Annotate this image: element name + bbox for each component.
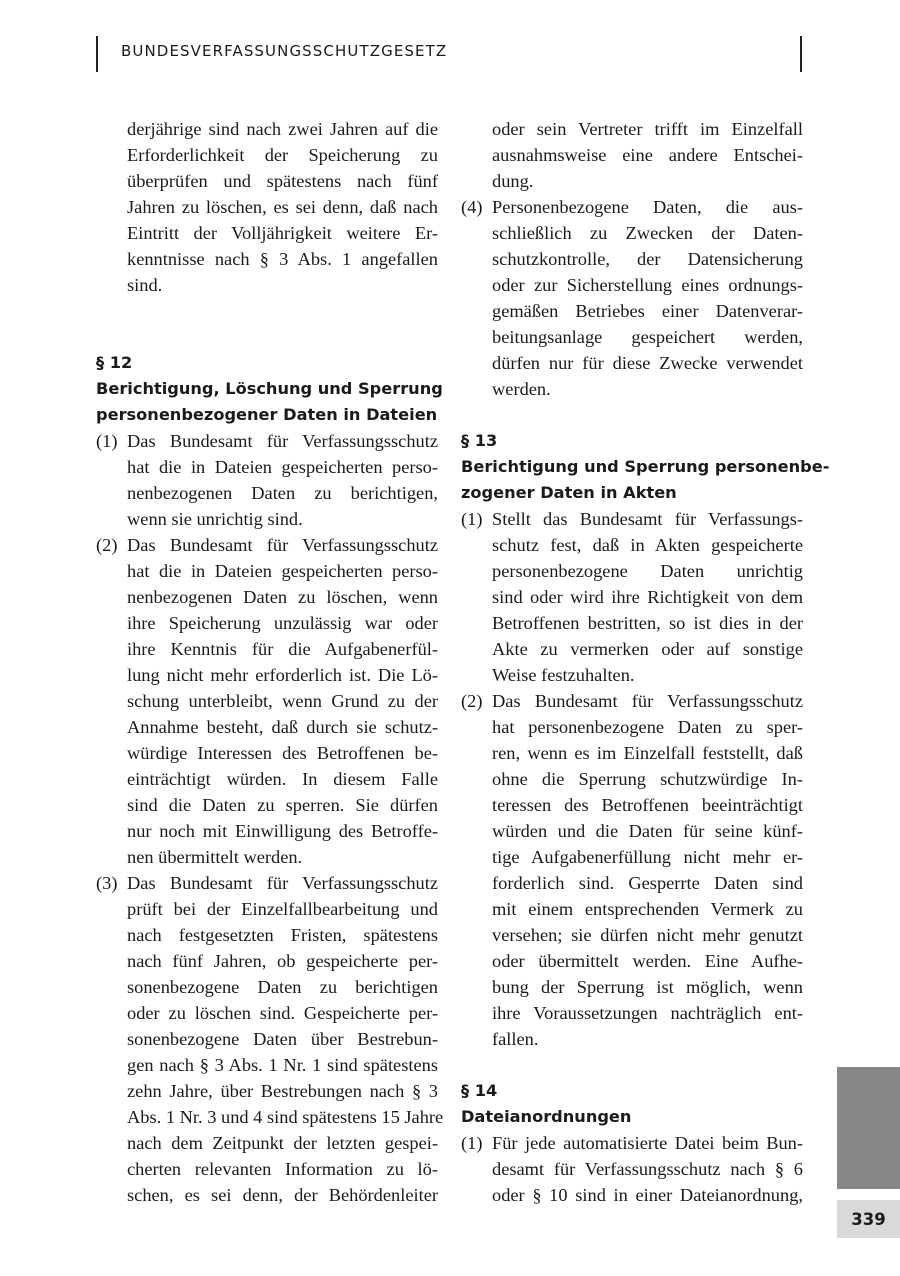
text-line: Akte zu vermerken oder auf sonstige <box>492 639 803 659</box>
section-number: § 13 <box>461 431 498 450</box>
text-line: würden und die Daten für seine künf- <box>492 821 803 841</box>
paragraph-item <box>461 506 803 688</box>
text-line: Abs. 1 Nr. 3 und 4 sind spätestens 15 Jahre <box>127 1107 444 1127</box>
text-line: Eintritt der Volljährigkeit weitere Er- <box>127 223 438 243</box>
item-number: (4) <box>461 197 483 217</box>
text-line: sind. <box>127 275 163 295</box>
text-line: gen nach § 3 Abs. 1 Nr. 1 sind spätestens <box>127 1055 438 1075</box>
text-line: derjährige sind nach zwei Jahren auf die <box>127 119 438 139</box>
text-line: hat personenbezogene Daten zu sper- <box>492 717 803 737</box>
text-line: lung nicht mehr erforderlich ist. Die Lö- <box>127 665 438 685</box>
text-line: versehen; sie dürfen nicht mehr genutzt <box>492 925 803 945</box>
text-line: einträchtigt würden. In diesem Falle <box>127 769 438 789</box>
text-line: mit einem entsprechenden Vermerk zu <box>492 899 803 919</box>
paragraph-item <box>96 428 438 532</box>
paragraph-item <box>461 688 803 1052</box>
text-line: Erforderlichkeit der Speicherung zu <box>127 145 438 165</box>
text-line: teressen des Betroffenen beeinträchtigt <box>492 795 803 815</box>
text-line: ihre Speicherung unzulässig war oder <box>127 613 438 633</box>
paragraph-item <box>461 194 803 402</box>
item-number: (1) <box>96 431 118 451</box>
text-line: ihre Voraussetzungen nachträglich ent- <box>492 1003 803 1023</box>
text-line: nen übermittelt werden. <box>127 847 303 867</box>
text-line: Das Bundesamt für Verfassungsschutz <box>127 431 438 451</box>
text-line: ohne die Sperrung schutzwürdige In- <box>492 769 803 789</box>
chapter-thumb-tab <box>837 1067 900 1189</box>
text-line: nach fünf Jahren, ob gespeicherte per- <box>127 951 438 971</box>
text-line: nur noch mit Einwilligung des Betroffe- <box>127 821 438 841</box>
text-line: sonenbezogene Daten über Bestrebun- <box>127 1029 438 1049</box>
text-line: Das Bundesamt für Verfassungsschutz <box>492 691 803 711</box>
right-column <box>461 116 830 1208</box>
text-line: kenntnisse nach § 3 Abs. 1 angefallen <box>127 249 438 269</box>
text-line: desamt für Verfassungsschutz nach § 6 <box>492 1159 803 1179</box>
header-rule-left <box>96 36 98 72</box>
text-line: sind oder wird ihre Richtigkeit von dem <box>492 587 803 607</box>
text-line: überprüfen und spätestens nach fünf <box>127 171 438 191</box>
text-line: nach dem Zeitpunkt der letzten gespei- <box>127 1133 438 1153</box>
section-title: Berichtigung, Löschung und Sperrung <box>96 379 443 398</box>
item-number: (2) <box>96 535 118 555</box>
text-line: Personenbezogene Daten, die aus- <box>492 197 803 217</box>
section-title: personenbezogener Daten in Dateien <box>96 405 438 424</box>
text-line: dung. <box>492 171 534 191</box>
left-column <box>96 116 444 1208</box>
left-continuation <box>96 116 438 298</box>
text-line: prüft bei der Einzelfallbearbeitung und <box>127 899 438 919</box>
paragraph-item <box>461 1130 803 1208</box>
text-line: hat die in Dateien gespeicherten perso- <box>127 561 438 581</box>
section-14 <box>461 1078 803 1208</box>
text-line: Das Bundesamt für Verfassungsschutz <box>127 873 438 893</box>
text-line: forderlich sind. Gesperrte Daten sind <box>492 873 803 893</box>
section-title: Berichtigung und Sperrung personenbe- <box>461 457 830 476</box>
section-number: § 12 <box>96 353 133 372</box>
text-line: sind die Daten zu sperren. Sie dürfen <box>127 795 438 815</box>
text-line: Annahme besteht, daß durch sie schutz- <box>127 717 438 737</box>
text-line: beitungsanlage gespeichert werden, <box>492 327 803 347</box>
text-line: Für jede automatisierte Datei beim Bun- <box>492 1133 803 1153</box>
text-line: nach festgesetzten Fristen, spätestens <box>127 925 438 945</box>
text-line: hat die in Dateien gespeicherten perso- <box>127 457 438 477</box>
text-line: werden. <box>492 379 551 399</box>
page-number: 339 <box>837 1200 900 1238</box>
text-line: schen, es sei denn, der Behördenleiter <box>127 1185 438 1205</box>
text-line: zehn Jahre, über Bestrebungen nach § 3 <box>127 1081 438 1101</box>
text-line: schließlich zu Zwecken der Daten- <box>492 223 803 243</box>
text-line: oder übermittelt werden. Eine Aufhe- <box>492 951 803 971</box>
item-number: (1) <box>461 1133 483 1153</box>
paragraph-item <box>96 532 438 870</box>
text-line: schutzkontrolle, der Datensicherung <box>492 249 803 269</box>
text-line: wenn sie unrichtig sind. <box>127 509 303 529</box>
text-line: oder zur Sicherstellung eines ordnungs- <box>492 275 803 295</box>
header-rule-right <box>800 36 802 72</box>
text-line: ren, wenn es im Einzelfall feststellt, daß <box>492 743 803 763</box>
text-line: Betroffenen bestritten, so ist dies in der <box>492 613 803 633</box>
text-line: tige Aufgabenerfüllung nicht mehr er- <box>492 847 803 867</box>
section-number: § 14 <box>461 1081 498 1100</box>
section-title: Dateianordnungen <box>461 1107 632 1126</box>
text-line: gemäßen Betriebes einer Datenverar- <box>492 301 803 321</box>
item-number: (1) <box>461 509 483 529</box>
item-number: (3) <box>96 873 118 893</box>
text-line: bung der Sperrung ist möglich, wenn <box>492 977 803 997</box>
text-line: Jahren zu löschen, es sei denn, daß nach <box>127 197 438 217</box>
text-line: oder § 10 sind in einer Dateianordnung, <box>492 1185 803 1205</box>
right-continuation <box>461 116 803 194</box>
text-line: ausnahmsweise eine andere Entschei- <box>492 145 803 165</box>
text-line: sonenbezogene Daten zu berichtigen <box>127 977 438 997</box>
text-line: ihre Kenntnis für die Aufgabenerfül- <box>127 639 438 659</box>
section-13 <box>461 428 830 1052</box>
text-line: personenbezogene Daten unrichtig <box>492 561 803 581</box>
text-line: schung unterbleibt, wenn Grund zu der <box>127 691 438 711</box>
text-line: Weise festzuhalten. <box>492 665 635 685</box>
text-line: schutz fest, daß in Akten gespeicherte <box>492 535 803 555</box>
text-line: oder zu löschen sind. Gespeicherte per- <box>127 1003 438 1023</box>
text-line: dürfen nur für diese Zwecke verwendet <box>492 353 803 373</box>
item-number: (2) <box>461 691 483 711</box>
text-line: nenbezogenen Daten zu löschen, wenn <box>127 587 438 607</box>
running-head: BUNDESVERFASSUNGSSCHUTZGESETZ <box>121 42 448 60</box>
section-12 <box>96 350 444 1208</box>
paragraph-item <box>96 870 444 1208</box>
section-title: zogener Daten in Akten <box>461 483 677 502</box>
text-line: cherten relevanten Information zu lö- <box>127 1159 438 1179</box>
text-line: fallen. <box>492 1029 539 1049</box>
text-line: Stellt das Bundesamt für Verfassungs- <box>492 509 803 529</box>
text-line: würdige Interessen des Betroffenen be- <box>127 743 438 763</box>
text-line: oder sein Vertreter trifft im Einzelfall <box>492 119 803 139</box>
text-line: Das Bundesamt für Verfassungsschutz <box>127 535 438 555</box>
text-line: nenbezogenen Daten zu berichtigen, <box>127 483 438 503</box>
